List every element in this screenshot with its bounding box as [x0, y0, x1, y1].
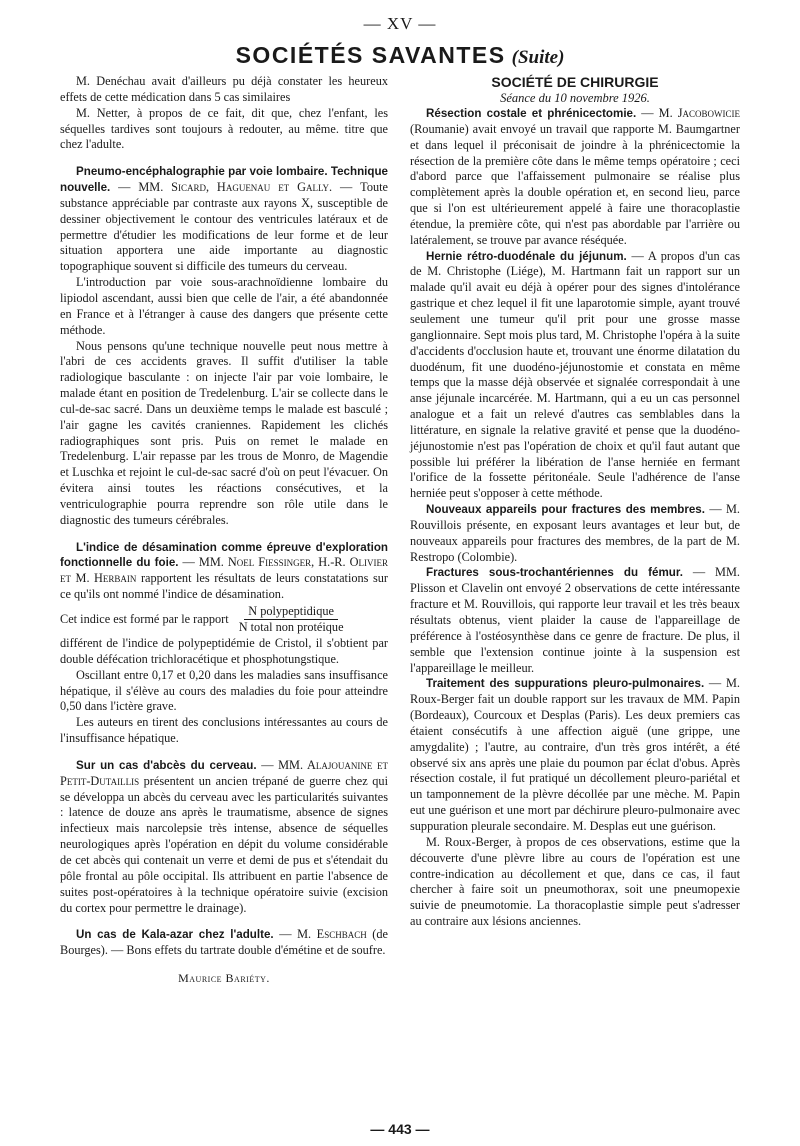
session-date: Séance du 10 novembre 1926.: [500, 91, 650, 105]
article-pneumo-text: Toute substance appréciable par contraste aux rayons X, susceptible de dessiner objectivement le contour des ventricules latéraux et de permettre d'étudier les modifications de leur forme et de leur situation apportera une aide importante au diagnostic topographique souvent si difficile des tumeurs du cerveau.: [60, 180, 388, 274]
page-title: [0, 42, 800, 69]
formula-fraction: [235, 604, 348, 635]
article-hernie-text: — A propos d'un cas de M. Christophe (Liége), M. Hartmann fait un rapport sur un malade qu'il avait eu déjà à opérer pour des signes d'intolérance gastrique et chez lequel il fit une laparotomie simple, ayant trouvé seulement une tumeur qu'il prit pour une grosse masse ganglionnaire. Sept mois plus tard, M. Christophe l'opéra à la suite d'accidents d'occlusion haute et, trouvant une énorme dilatation du duodénum, fit une duodéno-jéjunostomie et constata en même temps que la masse déjà observée et signalée correspondait à une anse jéjunale incarcérée. M. Hartmann, qui a eu un cas personnel analogue et a fait un relevé d'autres cas semblables dans la littérature, en signale la relative gravité et pense que la duodéno-jéjunostomie n'est pas l'opération de choix et qu'il faut autant que possible lui préférer la libération de l'anse herniée en fermant l'orifice de la fossette péritonéale. Seule l'adhérence de l'anse herniée peut s'opposer à cette méthode.: [410, 248, 741, 501]
article-resection-authors: — M. Jacobowicie: [636, 106, 740, 120]
article-indice-formula-tail: différent de l'indice de polypeptidémie de Cristol, il s'obtient par double défécation trichloracétique et phosphotungstique.: [60, 636, 388, 666]
intro-paragraph-1: M. Denéchau avait d'ailleurs pu déjà constater les heureux effets de cette médication dans 5 cas similaires: [60, 74, 388, 104]
article-abces-text: présentent un ancien trépané de guerre chez qui se développa un abcès du cerveau avec les particularités suivantes : latence de douze ans après le traumatisme, absence de signes infectieux mais narcolepsie très intense, absence de séquelles neurologiques après l'opération en dépit du volume considérable de cet abcès qui contenait un verre et demi de pus et s'étendait du pôle frontal au pôle occipital. Ils attribuent en partie l'absence de suites post-opératoires à la technique opératoire suivie (excision du cortex pour permettre le drainage).: [60, 773, 388, 915]
right-column: [410, 74, 740, 930]
article-kala-authors: — M. Eschbach: [273, 927, 367, 942]
article-indice-p3: Les auteurs en tirent des conclusions intéressantes au cours de l'insuffisance hépatique.: [60, 715, 388, 746]
title-main: SOCIÉTÉS SAVANTES: [235, 42, 506, 68]
article-pneumo-heading: Pneumo-encéphalographie par voie lombaire. Technique nouvelle.: [60, 165, 388, 195]
author-signature: Maurice Bariéty.: [178, 971, 270, 986]
article-appareils-heading: Nouveaux appareils pour fractures des membres.: [426, 503, 705, 517]
intro-paragraph-2: M. Netter, à propos de ce fait, dit que, chez l'enfant, les séquelles tardives sont toujours à redouter, au même. titre que chez l'adulte.: [60, 105, 388, 152]
article-fractures: [410, 565, 740, 676]
article-kala: [60, 927, 388, 959]
article-fractures-heading: Fractures sous-trochantériennes du fémur.: [426, 566, 683, 580]
article-suppurations-text: — M. Roux-Berger fait un double rapport sur les travaux de MM. Papin (Bordeaux), Courcoux et Desplas (Paris). Les deux premiers cas étaient consécutifs à une affection aiguë (une grippe, une amygdalite) ; l'autre, au contraire, d'un très gros intérêt, a été observé six ans après une plaie du poumon par éclat d'obus. Après résection costale, il fut pratiqué un décollement pleuro-pariétal et un tamponnement de la plèvre décollée par une mèche. M. Papin eut une guérison et une mort par déchirure pleuro-pulmonaire avec suppuration pleurale secondaire. M. Desplas eut une guérison.: [410, 676, 740, 833]
article-hernie: [410, 249, 740, 503]
article-kala-text: (de Bourges). — Bons effets du tartrate double d'émétine et de soufre.: [60, 927, 388, 958]
article-resection-heading: Résection costale et phrénicectomie.: [426, 107, 637, 120]
article-indice: [60, 540, 388, 603]
article-pneumo-authors: — MM. Sicard, Haguenau et Gally. —: [110, 180, 361, 195]
article-abces-heading: Sur un cas d'abcès du cerveau.: [76, 758, 257, 772]
article-indice-heading: L'indice de désamination comme épreuve d'exploration fonctionnelle du foie.: [60, 540, 388, 570]
deamination-formula: [60, 604, 388, 635]
article-suppurations-p2: M. Roux-Berger, à propos de ces observations, estime que la découverte d'une plèvre libre au cours de l'opération est une contre-indication au décollement et que, dans ce cas, il faut chercher à faire soit un pneumothorax, soit une pneumopexie suivie de pneumotomie. La thoracoplastie simple peut s'adresser au contraire aux lésions anciennes.: [410, 834, 740, 929]
article-suppurations-heading: Traitement des suppurations pleuro-pulmonaires.: [426, 677, 705, 691]
formula-lead: Cet indice est formé par le rapport: [60, 611, 229, 626]
article-suppurations: [410, 676, 740, 834]
article-appareils: [410, 502, 740, 565]
article-indice-text: rapportent les résultats de leurs constatations sur ce qu'ils ont nommé l'indice de désamination.: [60, 571, 388, 602]
article-hernie-heading: Hernie rétro-duodénale du jéjunum.: [426, 249, 627, 263]
left-column: [60, 74, 388, 987]
formula-denominator: N total non protéique: [238, 620, 344, 634]
article-indice-authors: — MM. Noel Fiessinger, H.-R. Olivier et M. Herbain: [60, 555, 388, 586]
article-indice-p2: Oscillant entre 0,17 et 0,20 dans les maladies sans insuffisance hépatique, il s'élève au cours des maladies du foie pour atteindre 0,50 dans l'ictère grave.: [60, 667, 388, 714]
society-title: SOCIÉTÉ DE CHIRURGIE: [491, 74, 659, 90]
article-abces-authors: — MM. Alajouanine et Petit-Dutaillis: [60, 757, 388, 788]
article-resection-text: (Roumanie) avait envoyé un travail que rapporte M. Baumgartner et dans lequel il préconisait de joindre à la phrénicectomie la résection de la première côte dans le même temps opératoire ; ceci d'abord parce que l'affaissement pulmonaire se réalise plus complètement après la double opération et, en second lieu, parce que si l'on est ultérieurement appelé à faire une thoracoplastie étendue, la première côte, qui n'est pas abordable par l'arrière ou latéralement, se trouve par avance réséquée.: [410, 121, 740, 247]
article-pneumo-p3: Nous pensons qu'une technique nouvelle peut nous mettre à l'abri de ces accidents graves. Il suffit d'utiliser la table radiologique basculante : on injecte l'air par voie lombaire, le malade étant en position de Tredelenburg. L'air se collecte dans le cul-de-sac sacré. Dans un deuxième temps le malade est basculé ; l'air gagne les cavités craniennes. Rapidement les clichés radiographiques sont pris. Puis on remet le malade en Tredelenburg. L'air repasse par les trous de Monro, de Magendie et Luschka et rejoint le cul-de-sac sacré d'où on peut l'évacuer. On évitera ainsi toutes les réactions consécutives, et la ventriculographie pourra reprendre son rôle utile dans le diagnostic des tumeurs cérébrales.: [60, 338, 388, 527]
article-abces: [60, 758, 388, 916]
formula-numerator: N polypeptidique: [244, 604, 338, 620]
article-resection: [410, 106, 740, 249]
roman-page-number: — XV —: [363, 14, 437, 33]
title-suite: (Suite): [511, 47, 565, 68]
article-fractures-text: — MM. Plisson et Clavelin ont envoyé 2 observations de cette intéressante fracture et M. Rouvillois, qui rapporte leur travail et les très beaux résultats obtenus, vient plaider la cause de l'appareillage de préférence à l'ostéosynthèse dans ce genre de fracture. De plus, il semble que l'extension continue jointe à la suspension est l'appareillage le meilleur.: [410, 565, 740, 675]
article-pneumo-p2: L'introduction par voie sous-arachnoïdienne lombaire du lipiodol ascendant, aussi bien que celle de l'air, a été abandonnée en France et à l'étranger à cause des dangers que présente cette méthode.: [60, 275, 388, 337]
article-kala-heading: Un cas de Kala-azar chez l'adulte.: [76, 928, 274, 942]
page-number: — 443 —: [370, 1121, 430, 1137]
article-appareils-text: — M. Rouvillois présente, en exposant leurs avantages et leur but, de nouveaux appareils pour fractures des membres, de la part de M. Restropo (Colombie).: [410, 502, 740, 564]
article-pneumo: [60, 164, 388, 275]
